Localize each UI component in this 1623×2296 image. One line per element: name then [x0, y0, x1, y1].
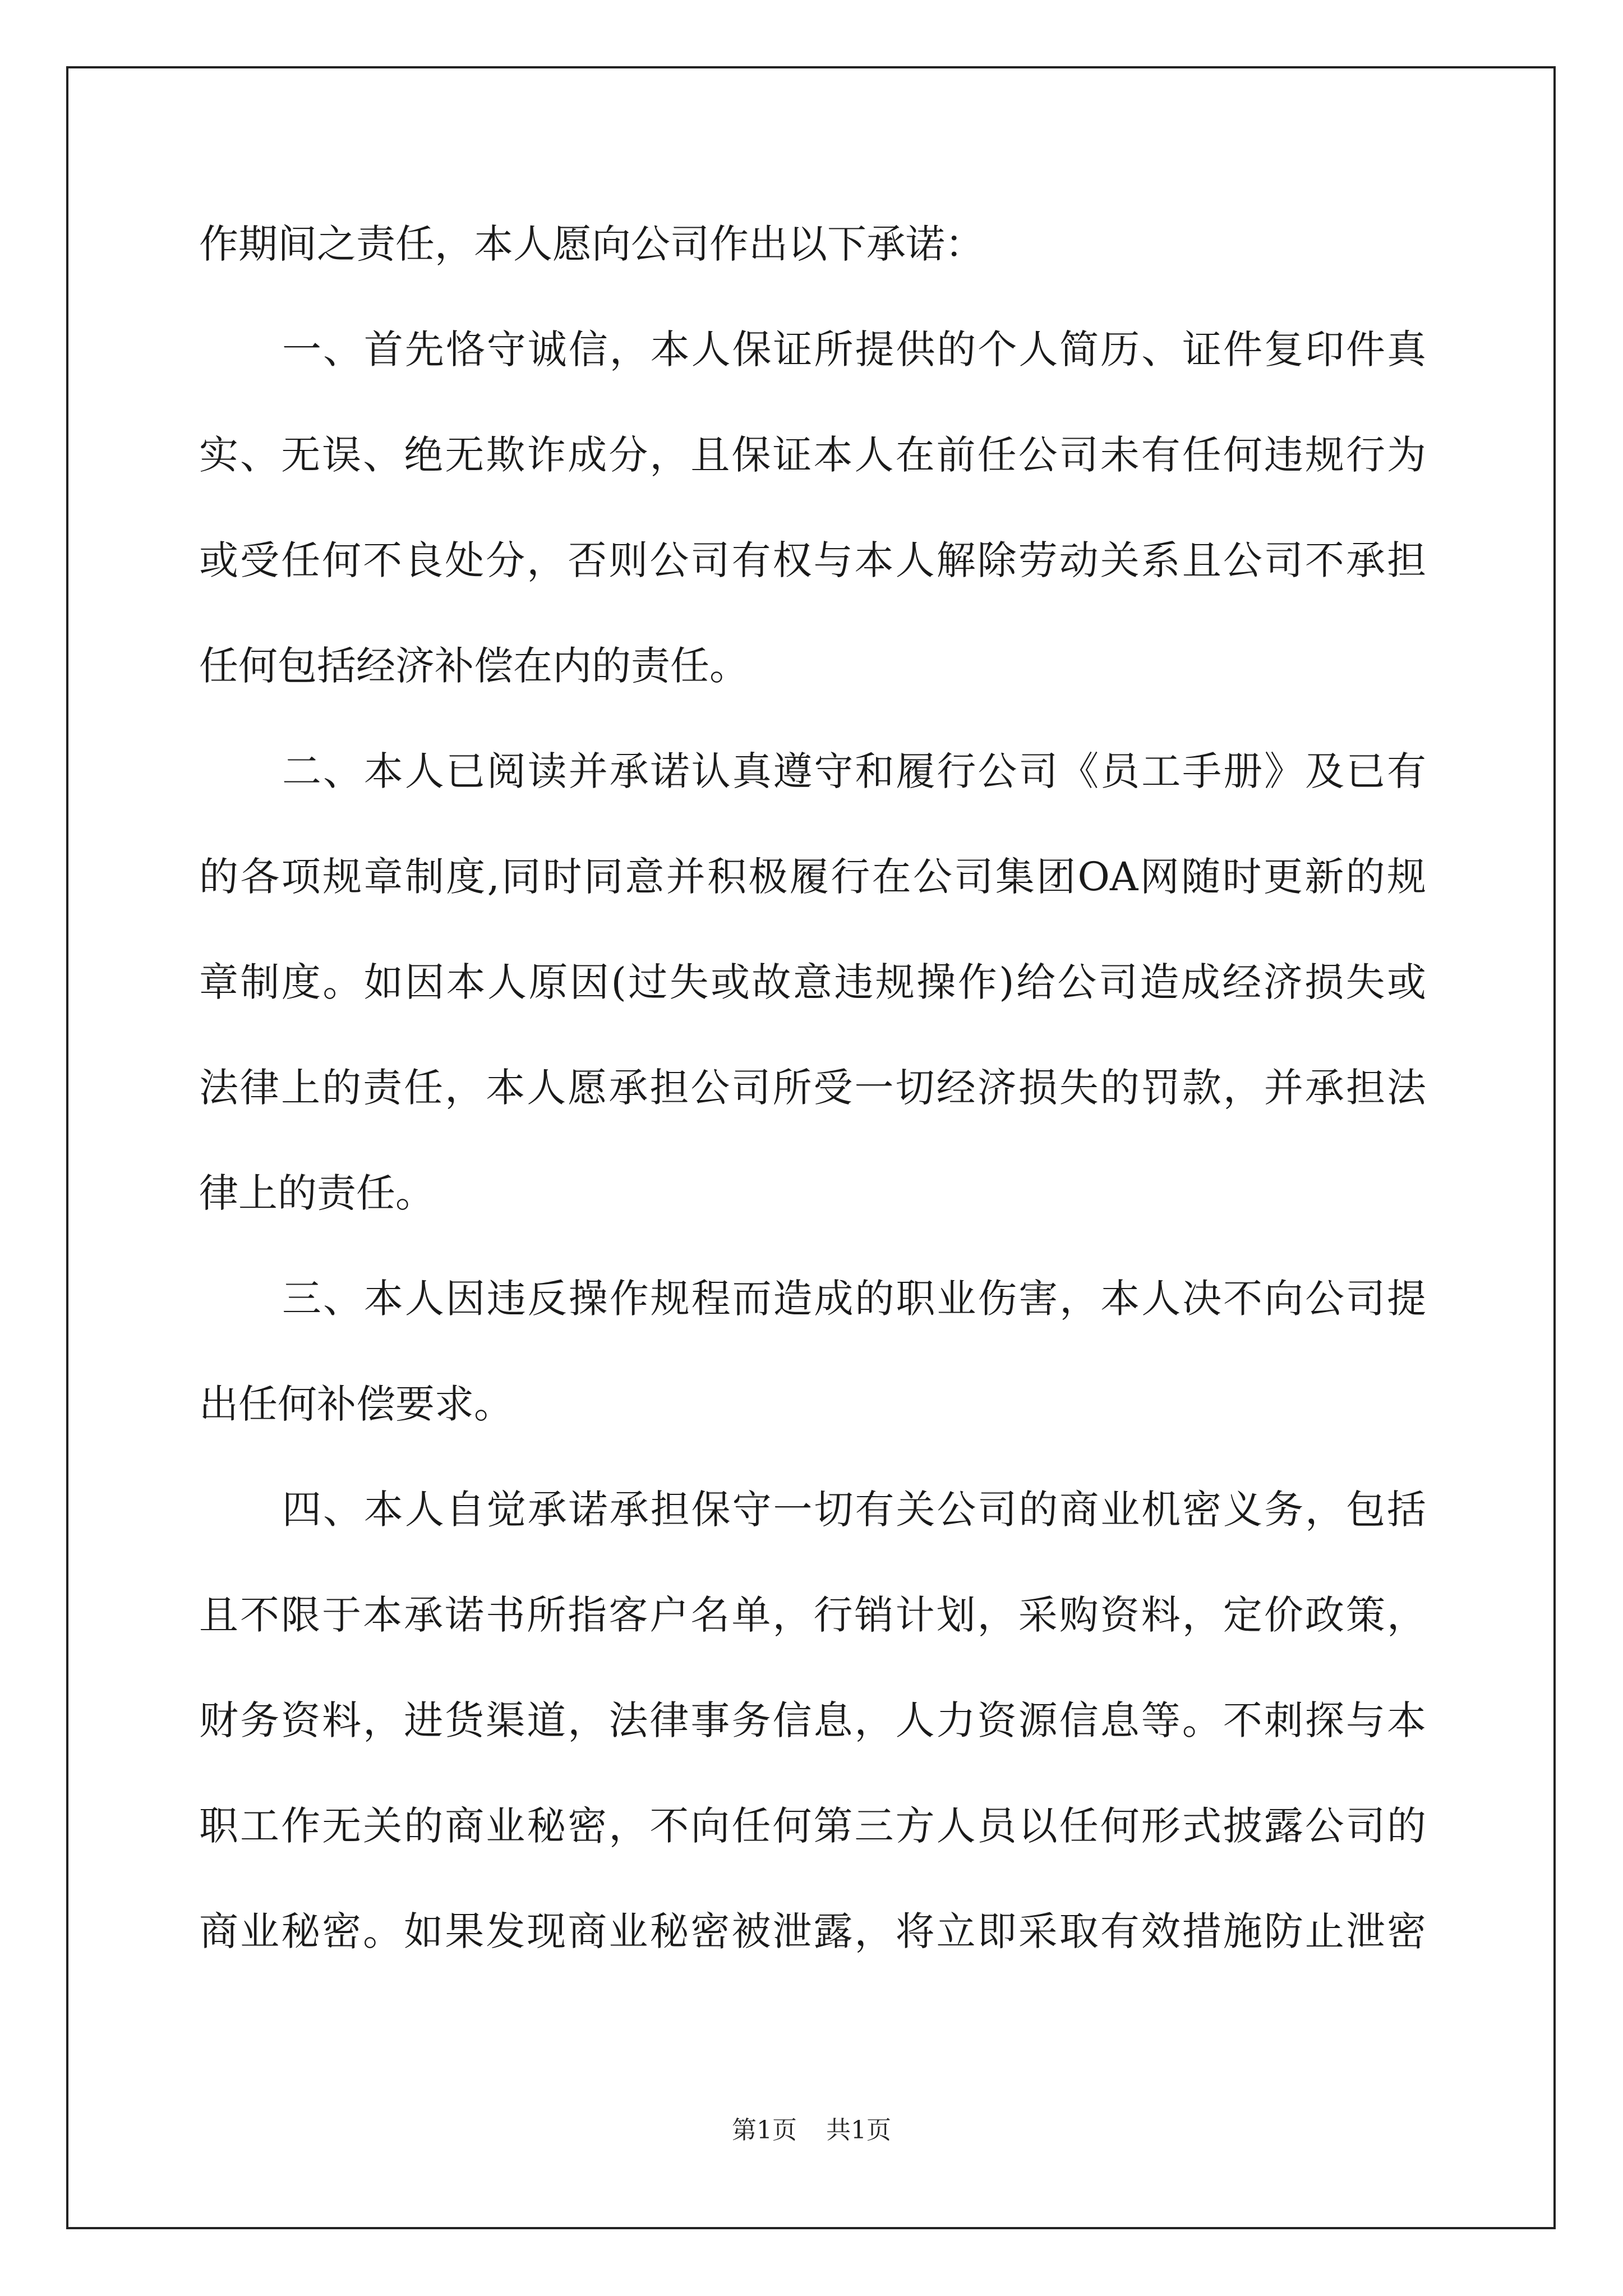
paragraph-3-line: 三、本人因违反操作规程而造成的职业伤害，本人决不向公司提 [282, 1276, 1426, 1322]
text-line: 法律上的责任，本人愿承担公司所受一切经济损失的罚款，并承担法 [199, 1065, 1426, 1111]
text-line: 律上的责任。 [199, 1170, 435, 1216]
text-line: 商业秘密。如果发现商业秘密被泄露，将立即采取有效措施防止泄密 [199, 1908, 1426, 1954]
paragraph-2-line: 二、本人已阅读并承诺认真遵守和履行公司《员工手册》及已有 [282, 748, 1426, 794]
page-number: 第1页 [732, 2116, 797, 2145]
text-line: 且不限于本承诺书所指客户名单，行销计划，采购资料，定价政策， [199, 1592, 1426, 1638]
page-count: 共1页 [826, 2116, 891, 2145]
page-footer [0, 2114, 1623, 2147]
text-line: 财务资料，进货渠道，法律事务信息，人力资源信息等。不刺探与本 [199, 1697, 1426, 1743]
text-line: 任何包括经济补偿在内的责任。 [199, 643, 749, 689]
text-line: 章制度。如因本人原因(过失或故意违规操作)给公司造成经济损失或 [199, 959, 1426, 1005]
text-line: 作期间之责任，本人愿向公司作出以下承诺： [199, 221, 984, 267]
paragraph-4-line: 四、本人自觉承诺承担保守一切有关公司的商业机密义务，包括 [282, 1487, 1426, 1533]
text-line: 的各项规章制度,同时同意并积极履行在公司集团OA网随时更新的规 [199, 854, 1426, 900]
text-line: 或受任何不良处分，否则公司有权与本人解除劳动关系且公司不承担 [199, 537, 1426, 583]
text-line: 实、无误、绝无欺诈成分，且保证本人在前任公司未有任何违规行为 [199, 432, 1426, 478]
paragraph-1-line: 一、首先恪守诚信，本人保证所提供的个人简历、证件复印件真 [282, 326, 1426, 372]
text-line: 出任何补偿要求。 [199, 1381, 513, 1427]
text-line: 职工作无关的商业秘密，不向任何第三方人员以任何形式披露公司的 [199, 1803, 1426, 1849]
